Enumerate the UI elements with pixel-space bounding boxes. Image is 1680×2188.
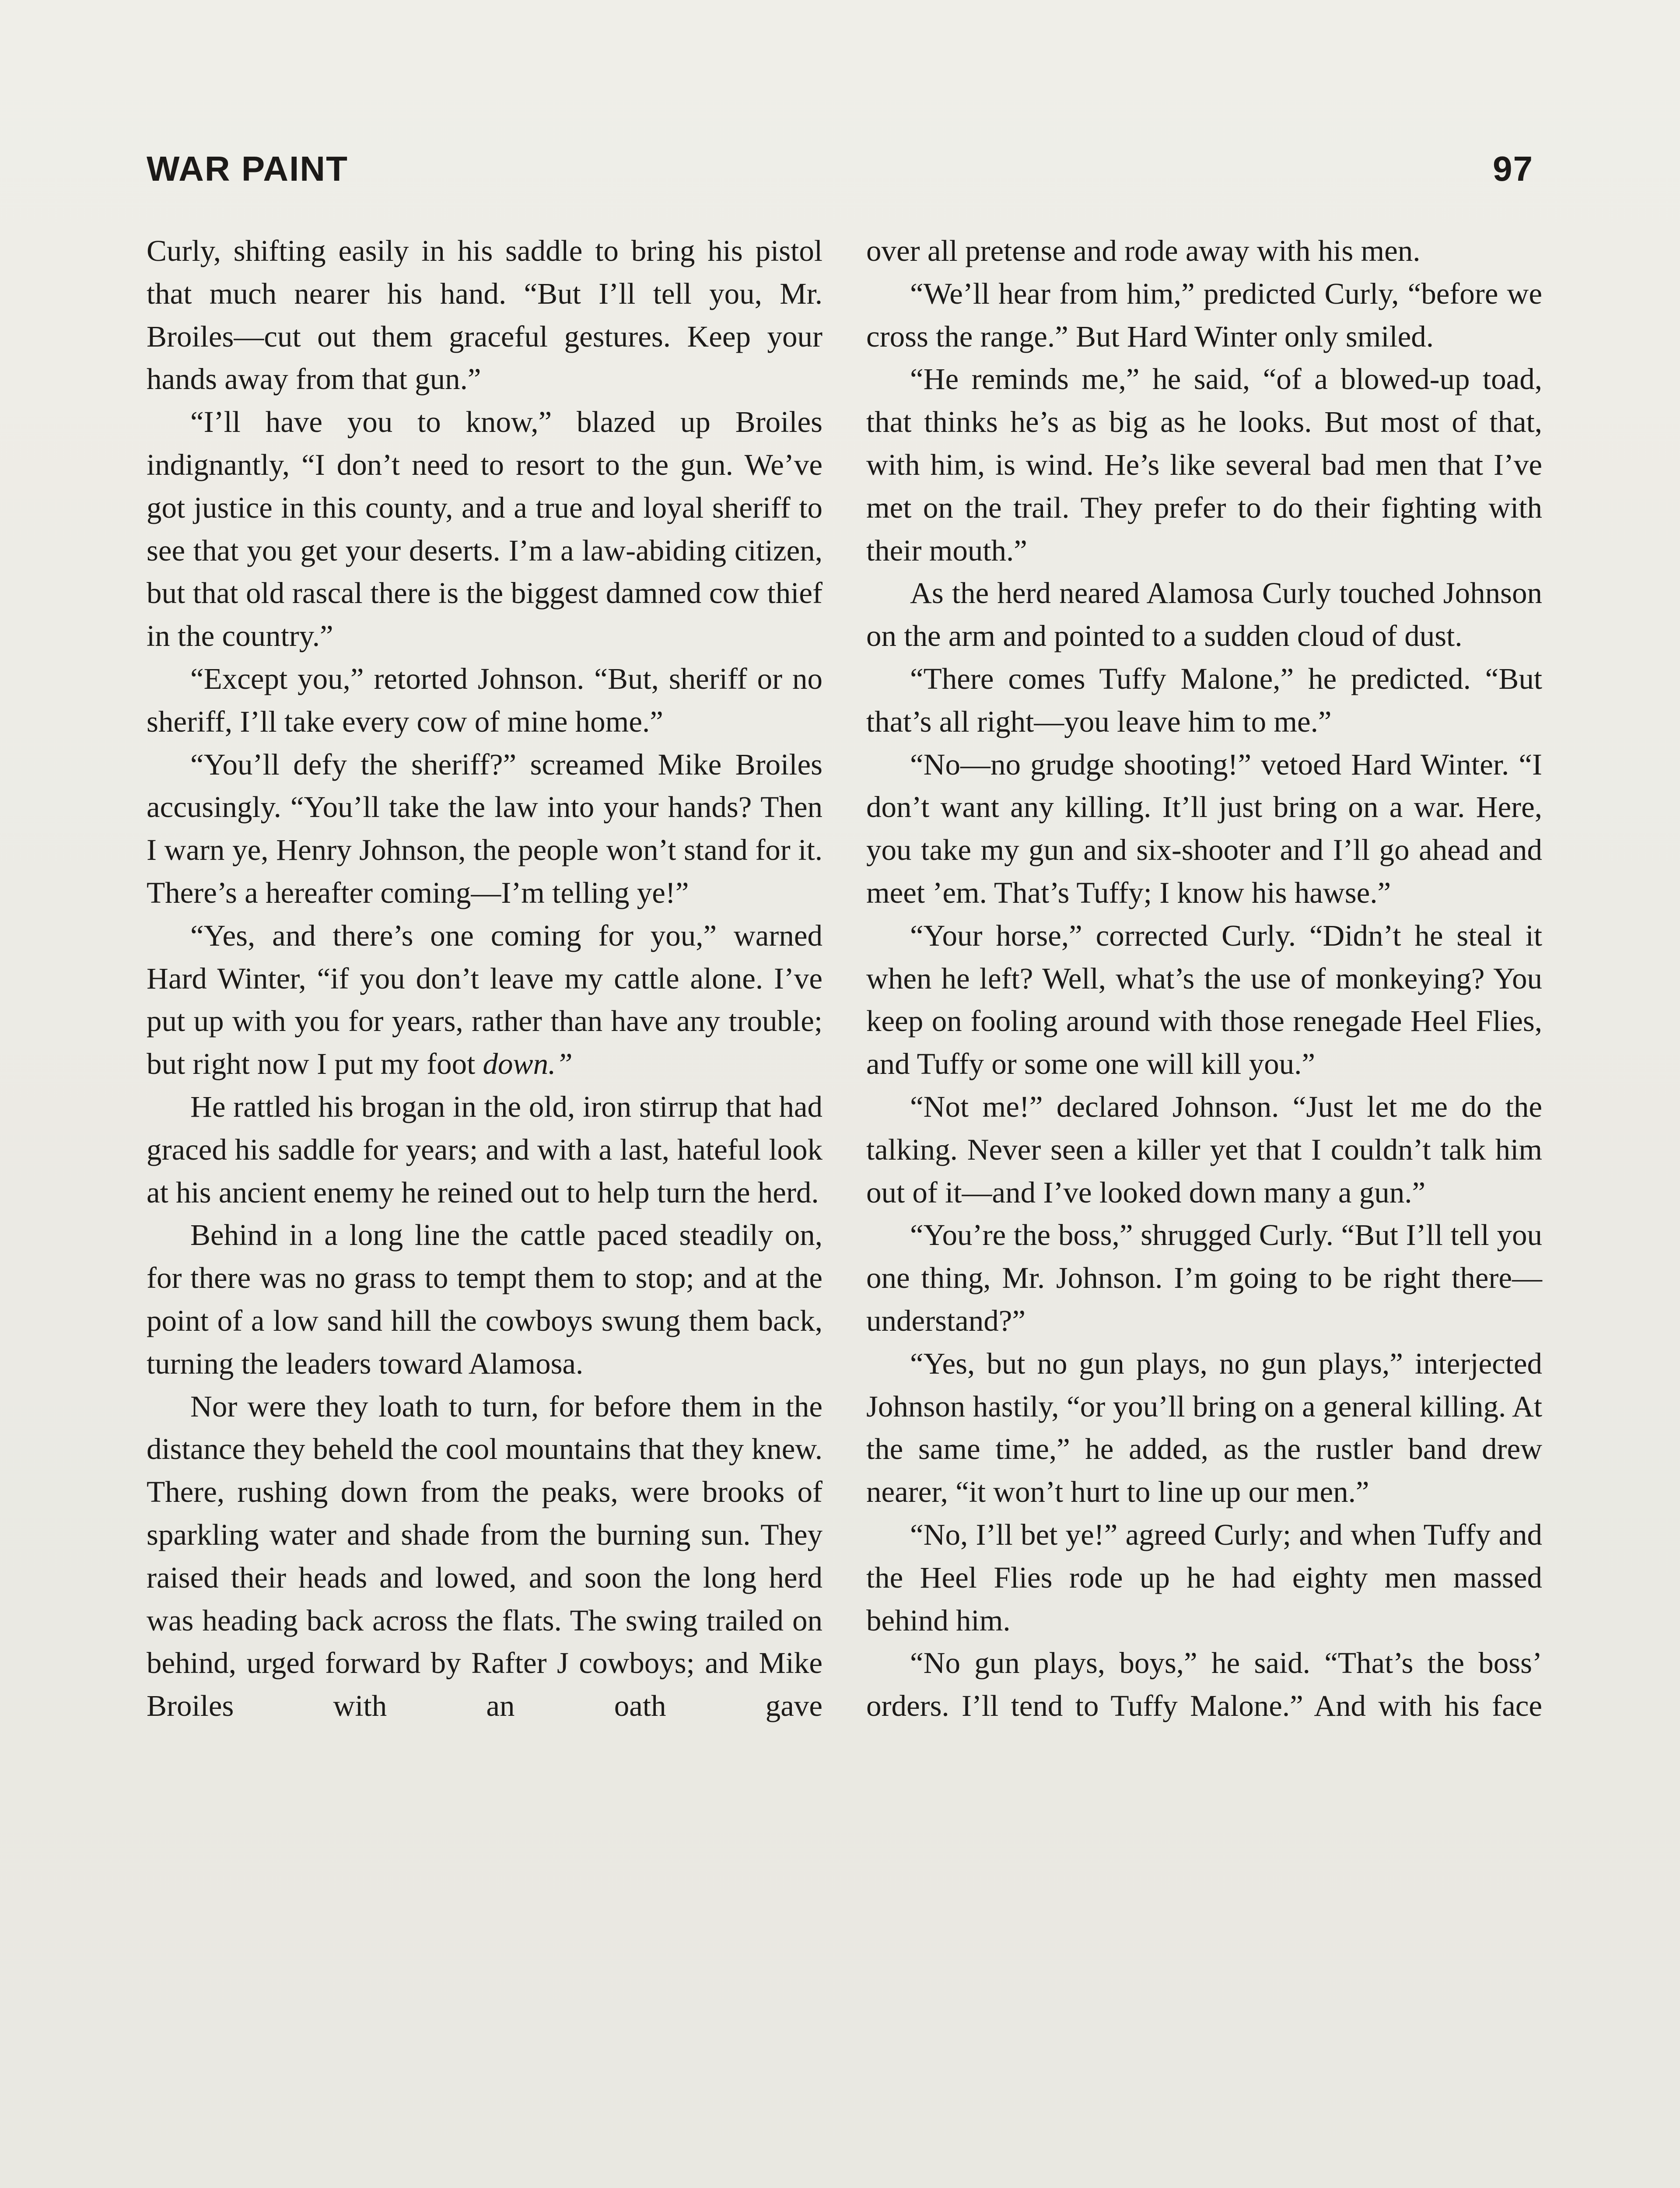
story-title: WAR PAINT xyxy=(147,149,348,188)
paragraph: “No gun plays, boys,” he said. “That’s the boss’ orders. I’ll tend to Tuffy Malone.” And with his face xyxy=(866,1646,1542,1723)
paragraph: over all pretense and rode away with his men. xyxy=(866,234,1421,267)
paragraph-text: “Yes, and there’s one coming for you,” warned Hard Winter, “if you don’t leave my cattle alone. I’ve put up with you for years, rather than have any trouble; but right now I put my foot xyxy=(147,919,822,1081)
paragraph-with-italic xyxy=(147,915,822,1086)
left-column xyxy=(147,230,822,1728)
paragraph: As the herd neared Alamosa Curly touched Johnson on the arm and pointed to a sudden cloud of dust. xyxy=(866,576,1542,653)
running-head xyxy=(147,149,1533,197)
paragraph: “There comes Tuffy Malone,” he predicted. “But that’s all right—you leave him to me.” xyxy=(866,662,1542,738)
paragraph: “Your horse,” corrected Curly. “Didn’t he steal it when he left? Well, what’s the use of monkeying? You keep on fooling around with those renegade Heel Flies, and Tuffy or some one will kill you.” xyxy=(866,919,1542,1081)
paragraph: “Not me!” declared Johnson. “Just let me do the talking. Never seen a killer yet that I couldn’t talk him out of it—and I’ve looked down many a gun.” xyxy=(866,1090,1542,1209)
paragraph: “You’re the boss,” shrugged Curly. “But I’ll tell you one thing, Mr. Johnson. I’m going to be right there—understand?” xyxy=(866,1218,1542,1337)
paragraph: “You’ll defy the sheriff?” screamed Mike Broiles accusingly. “You’ll take the law into your hands? Then I warn ye, Henry Johnson, the people won’t stand for it. There’s a hereafter coming—I’m telling ye!” xyxy=(147,747,822,909)
paragraph: “He reminds me,” he said, “of a blowed-up toad, that thinks he’s as big as he looks. But most of that, with him, is wind. He’s like several bad men that I’ve met on the trail. They prefer to do their fighting with their mouth.” xyxy=(866,362,1542,567)
italic-word: down.” xyxy=(483,1047,573,1081)
paragraph: “No, I’ll bet ye!” agreed Curly; and when Tuffy and the Heel Flies rode up he had eighty men massed behind him. xyxy=(866,1518,1542,1637)
paragraph: “I’ll have you to know,” blazed up Broiles indignantly, “I don’t need to resort to the gun. We’ve got justice in this county, and a true and loyal sheriff to see that you get your deserts. I’m a law-abiding citizen, but that old rascal there is the biggest damned cow thief in the country.” xyxy=(147,405,822,653)
paragraph: Behind in a long line the cattle paced steadily on, for there was no grass to tempt them to stop; and at the point of a low sand hill the cowboys swung them back, turning the leaders toward Alamosa. xyxy=(147,1218,822,1380)
paragraph: “We’ll hear from him,” predicted Curly, “before we cross the range.” But Hard Winter only smiled. xyxy=(866,277,1542,353)
paragraph: “No—no grudge shooting!” vetoed Hard Winter. “I don’t want any killing. It’ll just bring on a war. Here, you take my gun and six-shooter and I’ll go ahead and meet ’em. That’s Tuffy; I know his hawse.” xyxy=(866,747,1542,909)
paragraph: Nor were they loath to turn, for before them in the distance they beheld the cool mountains that they knew. There, rushing down from the peaks, were brooks of sparkling water and shade from the burning sun. They raised their heads and lowed, and soon the long herd was heading back across the flats. The swing trailed on behind, urged forward by Rafter J cowboys; and Mike Broiles with an oath gave xyxy=(147,1389,822,1723)
paragraph: He rattled his brogan in the old, iron stirrup that had graced his saddle for years; and with a last, hateful look at his ancient enemy he reined out to help turn the herd. xyxy=(147,1090,822,1209)
page-number: 97 xyxy=(1493,149,1533,188)
right-column xyxy=(866,230,1542,1728)
paragraph: “Yes, but no gun plays, no gun plays,” interjected Johnson hastily, “or you’ll bring on a general killing. At the same time,” he added, as the rustler band drew nearer, “it won’t hurt to line up our men.” xyxy=(866,1346,1542,1509)
paragraph: Curly, shifting easily in his saddle to bring his pistol that much nearer his hand. “But I’ll tell you, Mr. Broiles—cut out them graceful gestures. Keep your hands away from that gun.” xyxy=(147,234,822,396)
paragraph: “Except you,” retorted Johnson. “But, sheriff or no sheriff, I’ll take every cow of mine home.” xyxy=(147,662,822,738)
